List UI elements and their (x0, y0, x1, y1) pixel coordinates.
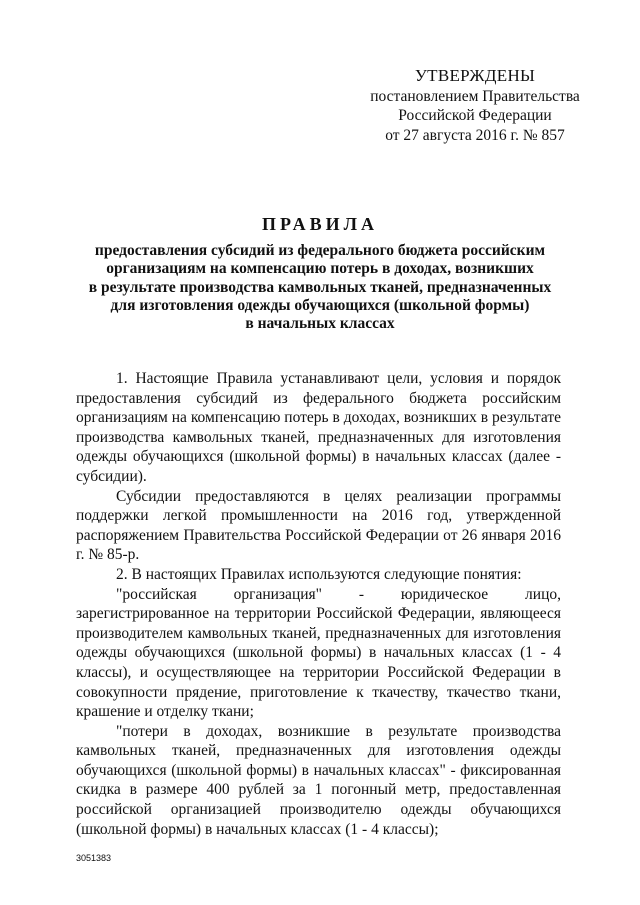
approval-heading: УТВЕРЖДЕНЫ (414, 66, 536, 85)
approval-line-1: постановлением Правительства (370, 87, 580, 105)
subtitle-line-2: организациям на компенсацию потерь в доходах, возникших (106, 260, 534, 278)
subtitle-line-3: в результате производства камвольных тканей, предназначенных (88, 278, 552, 296)
subtitle-line-1: предоставления субсидий из федерального бюджета российским (94, 242, 546, 259)
document-code: 3051383 (76, 853, 112, 863)
approval-block (330, 66, 620, 145)
subtitle-line-5: в начальных классах (245, 315, 395, 333)
approval-line-3: от 27 августа 2016 г. № 857 (385, 126, 565, 144)
document-subtitle (60, 242, 580, 333)
document-body (76, 369, 561, 839)
document-title: ПРАВИЛА (261, 214, 379, 234)
paragraph-1: 1. Настоящие Правила устанавливают цели, условия и порядок предоставления субсидий из федерального бюджета российским организациям на компенсацию потерь в доходах, возникших в результате производства камвольных тканей, предназначенных для изготовления одежды обучающихся (школьной формы) в начальных классах (далее - субсидии). (76, 370, 561, 485)
paragraph-5: "потери в доходах, возникшие в результате производства камвольных тканей, предназначенных для изготовления одежды обучающихся (школьной формы) в начальных классах" - фиксированная скидка в размере 400 рублей за 1 погонный метр, предоставленная российской организацией производителю одежды обучающихся (школьной формы) в начальных классах (1 - 4 классы); (76, 722, 561, 838)
paragraph-4: "российская организация" - юридическое лицо, зарегистрированное на территории Российской Федерации, являющееся производителем камвольных тканей, предназначенных для изготовления одежды обучающихся (школьной формы) в начальных классах (1 - 4 классы), и осуществляющее на территории Российской Федерации в совокупности прядение, приготовление к ткачеству, ткачество ткани, крашение и отделку ткани; (76, 585, 561, 721)
subtitle-line-4: для изготовления одежды обучающихся (школьной формы) (110, 296, 530, 314)
approval-line-2: Российской Федерации (398, 107, 552, 124)
paragraph-2: Субсидии предоставляются в целях реализации программы поддержки легкой промышленности на 2016 год, утвержденной распоряжением Правительства Российской Федерации от 26 января 2016 г. № 85-р. (76, 487, 561, 564)
paragraph-3: 2. В настоящих Правилах используются следующие понятия: (116, 565, 522, 583)
